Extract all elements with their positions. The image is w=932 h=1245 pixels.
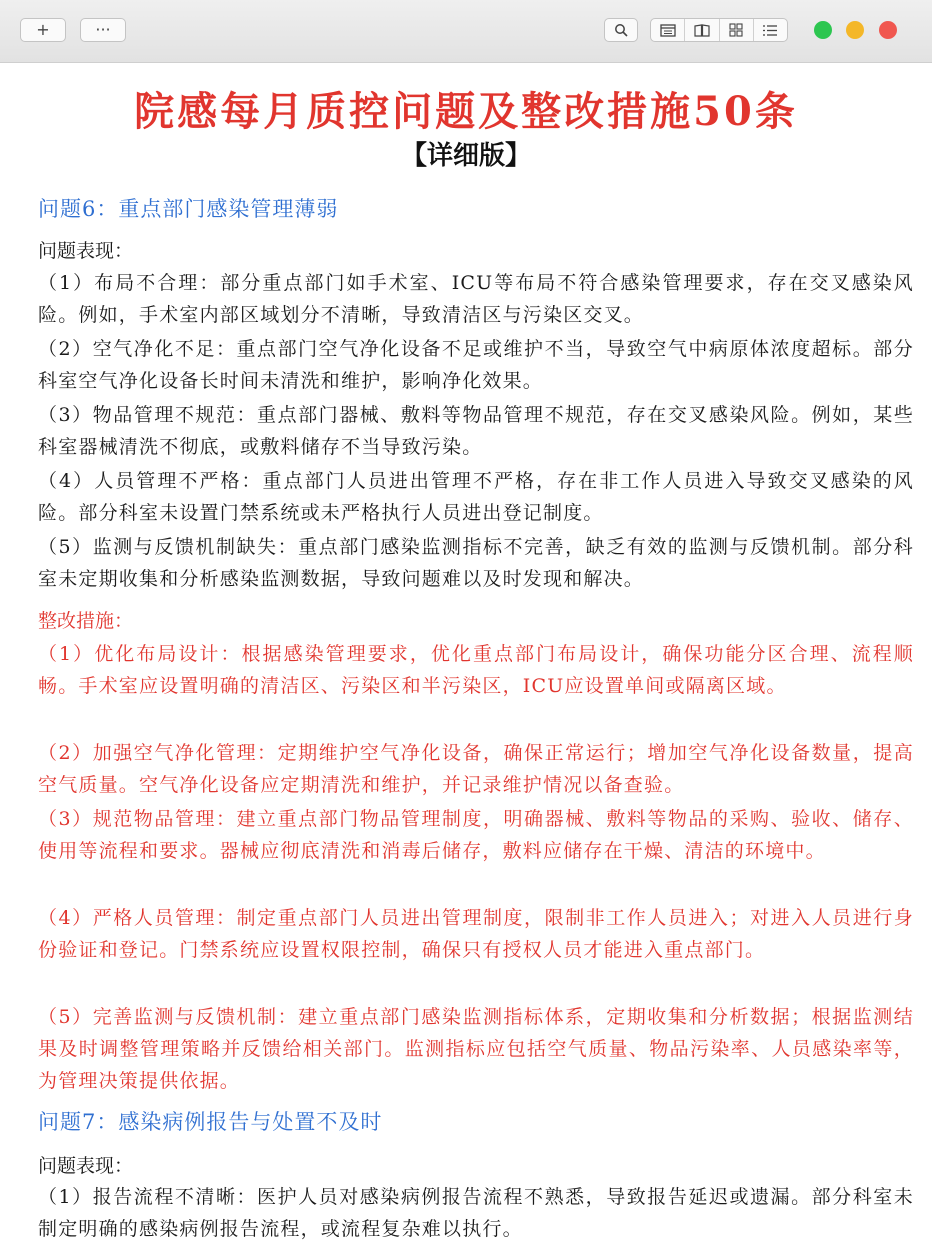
search-icon [614,23,628,37]
window-minimize-button[interactable] [846,21,864,39]
grid-icon [729,23,743,37]
section-6-problem-3: （3）物品管理不规范：重点部门器械、敷料等物品管理不规范，存在交叉感染风险。例如，某些科室器械清洗不彻底，或敷料储存不当导致污染。 [38,404,914,458]
view-mode-group [650,18,788,42]
section-7-problem-1: （1）报告流程不清晰：医护人员对感染病例报告流程不熟悉，导致报告延迟或遗漏。部分科室未制定明确的感染病例报告流程，或流程复杂难以执行。 [38,1186,914,1240]
grid-view-button[interactable] [720,19,754,41]
section-6-heading: 问题6：重点部门感染管理薄弱 [38,197,339,221]
section-6-measure-3: （3）规范物品管理：建立重点部门物品管理制度，明确器械、敷料等物品的采购、验收、储存、使用等流程和要求。器械应彻底清洗和消毒后储存，敷料应储存在干燥、清洁的环境中。 [38,808,914,862]
page-title: 院感每月质控问题及整改措施50条 [134,88,798,135]
window-close-button[interactable] [879,21,897,39]
window-zoom-button[interactable] [814,21,832,39]
new-tab-button[interactable]: + [20,18,66,42]
section-6-measure-5: （5）完善监测与反馈机制：建立重点部门感染监测指标体系，定期收集和分析数据；根据监测结果及时调整管理策略并反馈给相关部门。监测指标应包括空气质量、物品污染率、人员感染率等，为管理决策提供依据。 [38,1006,914,1092]
book-view-button[interactable] [685,19,719,41]
section-7-problem-label: 问题表现： [38,1155,134,1177]
calendar-icon [660,24,676,37]
window-toolbar [0,0,932,63]
section-6-problem-5: （5）监测与反馈机制缺失：重点部门感染监测指标不完善，缺乏有效的监测与反馈机制。部分科室未定期收集和分析感染监测数据，导致问题难以及时发现和解决。 [38,536,914,590]
search-button[interactable] [604,18,638,42]
section-6-problem-4: （4）人员管理不严格：重点部门人员进出管理不严格，存在非工作人员进入导致交叉感染的风险。部分科室未设置门禁系统或未严格执行人员进出登记制度。 [38,470,914,524]
page-subtitle: 【详细版】 [400,141,531,171]
section-6-measure-2: （2）加强空气净化管理：定期维护空气净化设备，确保正常运行；增加空气净化设备数量，提高空气质量。空气净化设备应定期清洗和维护，并记录维护情况以备查验。 [38,742,914,796]
section-6-measures-label: 整改措施： [38,610,134,632]
book-icon [694,24,710,37]
calendar-view-button[interactable] [651,19,685,41]
section-6-problem-label: 问题表现： [38,240,134,262]
section-6-measure-4: （4）严格人员管理：制定重点部门人员进出管理制度，限制非工作人员进入；对进入人员进行身份验证和登记。门禁系统应设置权限控制，确保只有授权人员才能进入重点部门。 [38,907,914,961]
section-6-problem-2: （2）空气净化不足：重点部门空气净化设备不足或维护不当，导致空气中病原体浓度超标。部分科室空气净化设备长时间未清洗和维护，影响净化效果。 [38,338,914,392]
section-6-problem-1: （1）布局不合理：部分重点部门如手术室、ICU等布局不符合感染管理要求，存在交叉感染风险。例如，手术室内部区域划分不清晰，导致清洁区与污染区交叉。 [38,272,914,326]
section-6-measure-1: （1）优化布局设计：根据感染管理要求，优化重点部门布局设计，确保功能分区合理、流程顺畅。手术室应设置明确的清洁区、污染区和半污染区，ICU应设置单间或隔离区域。 [38,643,914,697]
list-icon [762,24,778,37]
section-7-heading: 问题7：感染病例报告与处置不及时 [38,1110,383,1134]
more-options-button[interactable]: ··· [80,18,126,42]
list-view-button[interactable] [754,19,787,41]
